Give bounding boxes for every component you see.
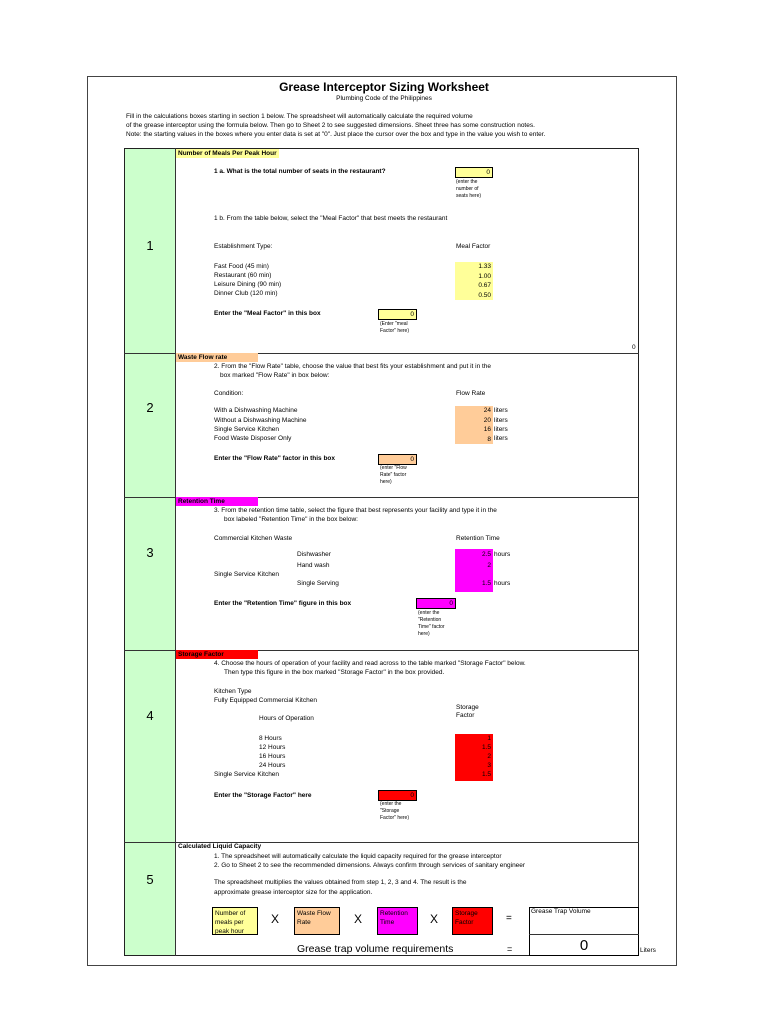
result-divider [529, 934, 639, 935]
full-kitchen-label: Fully Equipped Commercial Kitchen [214, 697, 317, 704]
storage-row-value: 2 [487, 753, 491, 760]
retention-enter-label: Enter the "Retention Time" figure in this box [214, 600, 352, 607]
retention-time-input[interactable]: 0 [416, 598, 456, 609]
flow-unit: liters [494, 435, 508, 442]
multiply-sign: X [354, 912, 363, 926]
retention-time-note: (enter the "Retention Time" factor here) [418, 610, 445, 637]
storage-row-value: 3 [487, 762, 491, 769]
flow-rate-enter-label: Enter the "Flow Rate" factor in this box [214, 455, 336, 462]
single-serving-label: Single Serving [297, 580, 339, 587]
section-2-number: 2 [146, 400, 154, 415]
hand-wash-value: 2 [487, 561, 491, 569]
flow-row-value: 8 [455, 435, 493, 445]
meal-row-label: Fast Food (45 min) [214, 263, 269, 270]
hours-row-label: 24 Hours [259, 762, 286, 769]
retention-instruction-1: 3. From the retention time table, select the figure that best represents your facility and type it in the [214, 507, 497, 514]
flow-row-value: 20 [455, 416, 493, 426]
formula-flow-box: Waste Flow Rate [294, 907, 340, 935]
meal-factor-label: Meal Factor [456, 243, 491, 250]
meal-row-value: 1.33 [455, 262, 493, 272]
flow-instruction-2: box marked "Flow Rate" in box below: [220, 372, 330, 379]
page-subtitle: Plumbing Code of the Philippines [336, 95, 432, 102]
flow-row-label: With a Dishwashing Machine [214, 407, 298, 414]
page-title: Grease Interceptor Sizing Worksheet [279, 80, 489, 94]
intro-line-2: of the grease interceptor using the formula below. Then go to Sheet 2 to see suggested dimensions. Sheet three has some construction notes. [126, 122, 535, 129]
storage-factor-input[interactable]: 0 [378, 790, 417, 801]
meal-row-value: 0.67 [455, 281, 493, 291]
section-4-header: Storage Factor [176, 650, 258, 659]
flow-unit: liters [494, 426, 508, 433]
condition-label: Condition: [214, 390, 244, 397]
hours-row-label: 8 Hours [259, 735, 282, 742]
meal-row-value: 0.50 [455, 291, 493, 301]
section-1-header: Number of Meals Per Peak Hour [178, 150, 277, 157]
meal-row-label: Restaurant (60 min) [214, 272, 272, 279]
establishment-type-label: Establishment Type: [214, 243, 273, 250]
stray-cell-value: 0 [632, 344, 636, 351]
section-3-number: 3 [146, 545, 154, 560]
equals-sign: = [506, 913, 512, 924]
multiply-sign: X [271, 912, 280, 926]
seats-note: (enter the number of seats here) [456, 179, 482, 199]
hours-row-label: 16 Hours [259, 753, 286, 760]
capacity-line-4: approximate grease interceptor size for the application. [214, 889, 373, 896]
formula-meals-box: Number of meals per peak hour [212, 907, 258, 935]
hand-wash-label: Hand wash [297, 562, 330, 569]
single-service-kitchen-label: Single Service Kitchen [214, 571, 280, 578]
meal-factor-enter-label: Enter the "Meal Factor" in this box [214, 310, 321, 317]
equals-sign: = [507, 944, 513, 954]
single-service-kitchen-label: Single Service Kitchen [214, 771, 280, 778]
flow-rate-label: Flow Rate [456, 390, 486, 397]
result-label: Grease Trap Volume [531, 908, 591, 915]
requirement-label: Grease trap volume requirements [297, 943, 454, 955]
single-serving-unit: hours [494, 580, 511, 587]
storage-instruction-1: 4. Choose the hours of operation of your facility and read across to the table marked "Storage Factor" below. [214, 660, 526, 667]
section-5-header: Calculated Liquid Capacity [178, 843, 262, 850]
kitchen-type-label: Kitchen Type [214, 688, 252, 695]
storage-enter-label: Enter the "Storage Factor" here [214, 792, 312, 799]
section-4-number: 4 [146, 708, 154, 723]
formula-storage-box: Storage Factor [452, 907, 493, 935]
flow-row-label: Single Service Kitchen [214, 426, 280, 433]
storage-row-value: 1 [487, 735, 491, 742]
section-1-number: 1 [146, 238, 154, 253]
retention-instruction-2: box labeled "Retention Time" in the box below: [224, 516, 358, 523]
meal-factor-instruction: 1 b. From the table below, select the "Meal Factor" that best meets the restaurant [214, 215, 448, 222]
storage-factor-label: Storage Factor [456, 704, 479, 719]
dishwasher-label: Dishwasher [297, 551, 331, 558]
dishwasher-unit: hours [494, 551, 511, 558]
dishwasher-value: 2.5 [481, 550, 491, 558]
formula-retention-box: Retention Time [377, 907, 418, 935]
flow-instruction-1: 2. From the "Flow Rate" table, choose the value that best fits your establishment and put it in the [214, 363, 492, 370]
worksheet-frame [124, 148, 639, 956]
seats-question: 1 a. What is the total number of seats in the restaurant? [214, 168, 386, 175]
storage-factor-note: (enter the "Storage Factor" here) [380, 801, 410, 821]
liters-unit: Liters [640, 947, 656, 954]
flow-rate-input[interactable]: 0 [378, 454, 417, 465]
flow-rate-note: (enter "Flow Rate" factor here) [380, 465, 407, 485]
meal-row-label: Leisure Dining (90 min) [214, 281, 282, 288]
capacity-line-3: The spreadsheet multiplies the values obtained from step 1, 2, 3 and 4. The result is the [214, 879, 467, 886]
meal-factor-note: (Enter "meal Factor" here) [380, 321, 410, 334]
intro-line-1: Fill in the calculations boxes starting in section 1 below. The spreadsheet will automatically calculate the required volume [126, 113, 473, 120]
flow-row-label: Without a Dishwashing Machine [214, 417, 307, 424]
flow-row-label: Food Waste Disposer Only [214, 435, 292, 442]
storage-single-value: 1.5 [481, 771, 491, 778]
flow-unit: liters [494, 407, 508, 414]
hours-of-operation-label: Hours of Operation [259, 715, 314, 722]
storage-row-value: 1.5 [481, 744, 491, 751]
multiply-sign: X [430, 912, 439, 926]
column-divider [175, 148, 176, 956]
retention-time-label: Retention Time [456, 535, 500, 542]
capacity-line-2: 2. Go to Sheet 2 to see the recommended dimensions. Always confirm through services of sanitary engineer [214, 862, 526, 869]
flow-row-value: 24 [455, 406, 493, 416]
flow-unit: liters [494, 417, 508, 424]
section-5-number: 5 [146, 872, 154, 887]
section-2-header: Waste Flow rate [176, 353, 258, 362]
section-3-header: Retention Time [176, 497, 258, 506]
commercial-kitchen-label: Commercial Kitchen Waste [214, 535, 293, 542]
flow-row-value: 16 [455, 425, 493, 435]
meal-row-label: Dinner Club (120 min) [214, 290, 278, 297]
seats-input[interactable]: 0 [455, 167, 493, 178]
intro-line-3: Note: the starting values in the boxes where you enter data is set at "0". Just place the cursor over the box and type in the value you wish to enter. [126, 131, 546, 138]
storage-instruction-2: Then type this figure in the box marked "Storage Factor" in the box provided. [224, 669, 445, 676]
meal-factor-input[interactable]: 0 [378, 309, 417, 320]
hours-row-label: 12 Hours [259, 744, 286, 751]
result-value: 0 [579, 937, 589, 954]
meal-row-value: 1.00 [455, 272, 493, 282]
single-serving-value: 1.5 [481, 580, 491, 587]
capacity-line-1: 1. The spreadsheet will automatically calculate the liquid capacity required for the grease interceptor [214, 853, 502, 860]
